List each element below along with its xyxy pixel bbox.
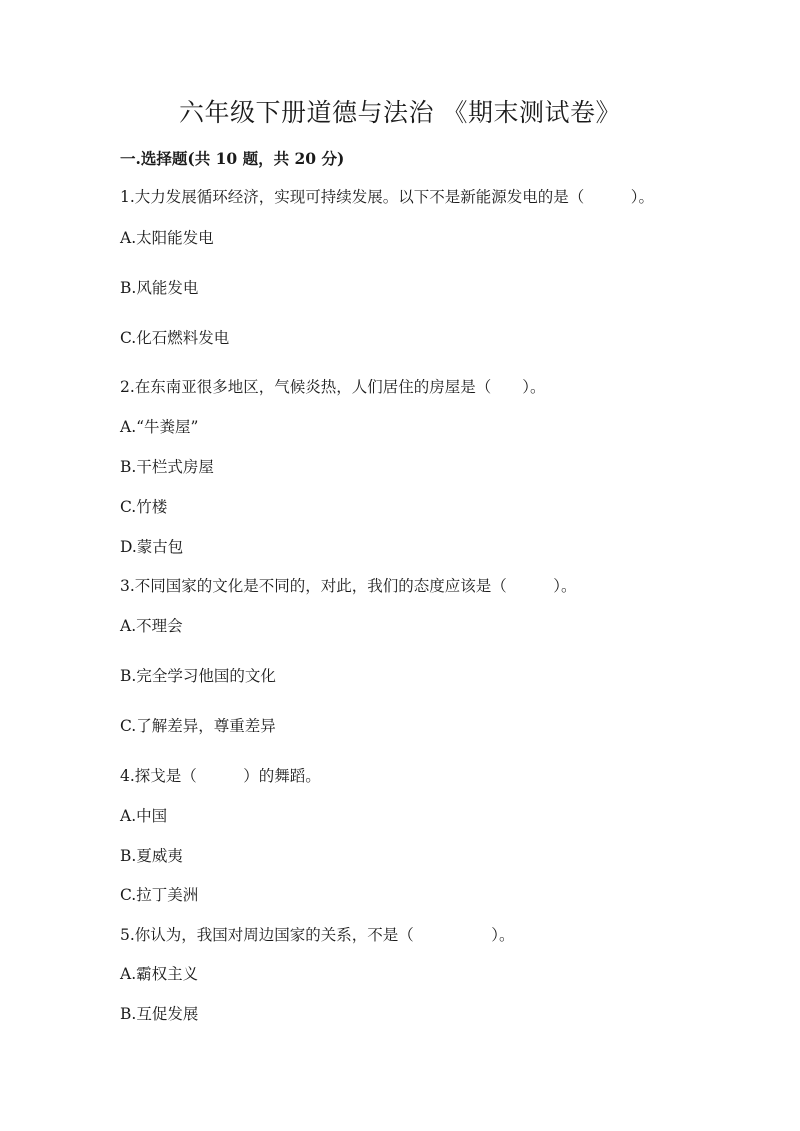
page-title: 六年级下册道德与法治 《期末测试卷》: [179, 98, 621, 127]
question-4-option-c: C.拉丁美洲: [120, 886, 199, 904]
question-2-option-b: B.干栏式房屋: [120, 458, 214, 476]
question-5-option-b: B.互促发展: [120, 1005, 199, 1023]
question-5-option-a: A.霸权主义: [120, 965, 199, 983]
question-3-stem: 3.不同国家的文化是不同的，对此，我们的态度应该是（ ）。: [120, 577, 577, 595]
question-4-stem: 4.探戈是（ ）的舞蹈。: [120, 767, 321, 785]
question-3-option-b: B.完全学习他国的文化: [120, 667, 276, 685]
question-3-option-c: C.了解差异，尊重差异: [120, 717, 276, 735]
question-1-option-b: B.风能发电: [120, 279, 199, 297]
question-4-option-a: A.中国: [120, 807, 168, 825]
question-1-stem: 1.大力发展循环经济，实现可持续发展。以下不是新能源发电的是（ ）。: [120, 188, 655, 206]
question-2-stem: 2.在东南亚很多地区，气候炎热，人们居住的房屋是（ ）。: [120, 378, 546, 396]
question-5-stem: 5.你认为，我国对周边国家的关系，不是（ ）。: [120, 926, 515, 944]
question-2-option-c: C.竹楼: [120, 498, 168, 516]
question-2-option-a: A.“牛粪屋”: [120, 418, 199, 436]
question-1-option-c: C.化石燃料发电: [120, 329, 230, 347]
question-3-option-a: A.不理会: [120, 617, 183, 635]
question-1-option-a: A.太阳能发电: [120, 229, 214, 247]
question-4-option-b: B.夏威夷: [120, 847, 183, 865]
section-heading: 一.选择题(共 10 题，共 20 分): [120, 149, 345, 168]
question-2-option-d: D.蒙古包: [120, 538, 184, 556]
